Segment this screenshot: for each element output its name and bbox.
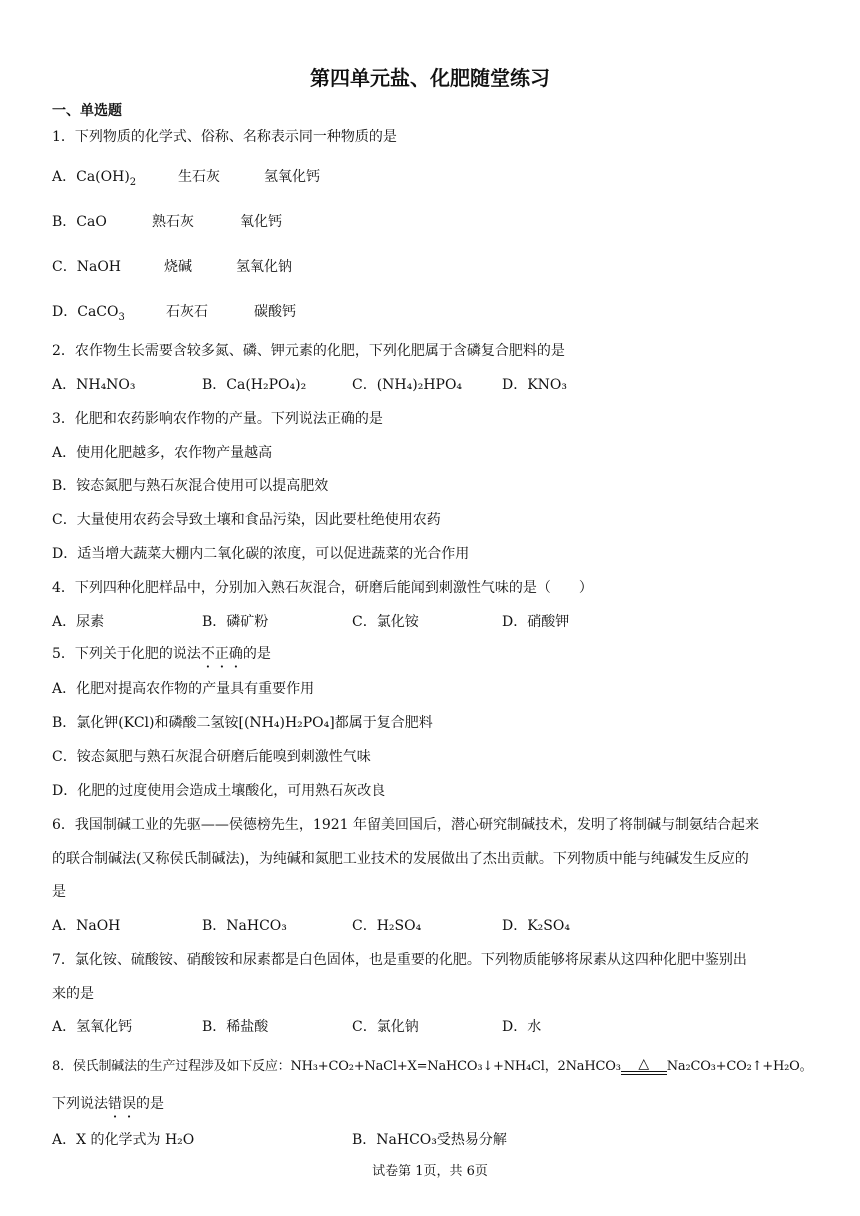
question-6-option-c: C．H₂SO₄ <box>352 918 422 934</box>
question-3-stem: 3．化肥和农药影响农作物的产量。下列说法正确的是 <box>52 411 383 427</box>
question-3-option-c: C．大量使用农药会导致土壤和食品污染，因此要杜绝使用农药 <box>52 512 441 528</box>
formula: NaOH <box>76 259 122 275</box>
question-3-option-b: B．铵态氮肥与熟石灰混合使用可以提高肥效 <box>52 478 329 494</box>
question-5-stem <box>52 645 271 663</box>
reaction-text: 8．侯氏制碱法的生产过程涉及如下反应：NH₃+CO₂+NaCl+X=NaHCO₃↓+NH₄Cl，2NaHCO₃ <box>52 1059 621 1074</box>
chemical-name: 氧化钙 <box>240 214 282 230</box>
question-4-option-d: D．硝酸钾 <box>502 614 570 630</box>
page-title: 第四单元盐、化肥随堂练习 <box>310 66 550 90</box>
emphasis-char: 不 <box>200 646 215 662</box>
question-4-option-c: C．氯化铵 <box>352 614 419 630</box>
question-7-line-1: 7．氯化铵、硫酸铵、硝酸铵和尿素都是白色固体，也是重要的化肥。下列物质能够将尿素从这四种化肥中鉴别出 <box>52 952 747 968</box>
question-1-option-b <box>52 213 352 231</box>
question-3-option-a: A．使用化肥越多，农作物产量越高 <box>52 445 273 461</box>
question-1-option-c <box>52 258 352 276</box>
question-6-option-a: A．NaOH <box>52 918 121 934</box>
question-7-option-c: C．氯化钠 <box>352 1019 419 1035</box>
question-7-option-d: D．水 <box>502 1019 542 1035</box>
question-4-option-b: B．磷矿粉 <box>202 614 269 630</box>
formula-subscript: 3 <box>118 311 125 323</box>
question-1-option-a <box>52 168 320 192</box>
option-letter: A． <box>52 169 77 185</box>
common-name: 石灰石 <box>166 304 208 320</box>
chemical-name: 氢氧化钠 <box>236 259 292 275</box>
emphasis-char: 确 <box>228 646 243 662</box>
question-5-option-d: D．化肥的过度使用会造成土壤酸化，可用熟石灰改良 <box>52 783 386 799</box>
formula-subscript: 2 <box>129 176 137 188</box>
option-letter: D． <box>52 304 78 320</box>
reaction-text: Na₂CO₃+CO₂↑+H₂O。 <box>666 1059 813 1074</box>
chemical-name: 碳酸钙 <box>254 304 296 320</box>
formula: CaCO <box>77 304 119 320</box>
question-7-line-2: 来的是 <box>52 986 94 1002</box>
question-1-stem: 1．下列物质的化学式、俗称、名称表示同一种物质的是 <box>52 129 397 145</box>
question-2-option-d: D．KNO₃ <box>502 377 568 393</box>
question-2-option-b: B．Ca(H₂PO₄)₂ <box>202 377 307 393</box>
stem-text: 的是 <box>136 1096 164 1112</box>
question-3-option-d: D．适当增大蔬菜大棚内二氧化碳的浓度，可以促进蔬菜的光合作用 <box>52 546 470 562</box>
question-6-line-3: 是 <box>52 884 66 900</box>
question-2-option-c: C．(NH₄)₂HPO₄ <box>352 377 463 393</box>
question-5-option-b: B．氯化钾(KCl)和磷酸二氢铵[(NH₄)H₂PO₄]都属于复合肥料 <box>52 715 433 731</box>
emphasis-char: 误 <box>122 1096 136 1112</box>
common-name: 熟石灰 <box>152 214 194 230</box>
question-4-stem: 4．下列四种化肥样品中，分别加入熟石灰混合，研磨后能闻到刺激性气味的是（ ） <box>52 580 593 596</box>
question-8-line-2 <box>52 1095 164 1113</box>
question-8-option-a: A．X 的化学式为 H₂O <box>52 1132 195 1148</box>
stem-text: 下列说法 <box>52 1096 108 1112</box>
question-2-option-a: A．NH₄NO₃ <box>52 377 136 393</box>
question-7-option-a: A．氢氧化钙 <box>52 1019 133 1035</box>
option-letter: B． <box>52 214 77 230</box>
question-6-line-1: 6．我国制碱工业的先驱——侯德榜先生，1921 年留美回国后，潜心研究制碱技术，发明了将制碱与制氨结合起来 <box>52 817 759 833</box>
question-6-line-2: 的联合制碱法(又称侯氏制碱法)，为纯碱和氮肥工业技术的发展做出了杰出贡献。下列物质中能与纯碱发生反应的 <box>52 851 749 867</box>
question-6-option-b: B．NaHCO₃ <box>202 918 287 934</box>
emphasis-char: 正 <box>214 646 229 662</box>
common-name: 烧碱 <box>164 259 192 275</box>
section-heading: 一、单选题 <box>52 103 122 119</box>
option-letter: C． <box>52 259 77 275</box>
stem-text: 的是 <box>242 646 271 662</box>
question-8-option-b: B．NaHCO₃受热易分解 <box>352 1132 507 1148</box>
question-5-option-c: C．铵态氮肥与熟石灰混合研磨后能嗅到刺激性气味 <box>52 749 371 765</box>
question-5-option-a: A．化肥对提高农作物的产量具有重要作用 <box>52 681 315 697</box>
chemical-name: 氢氧化钙 <box>264 169 320 185</box>
question-2-stem: 2．农作物生长需要含较多氮、磷、钾元素的化肥，下列化肥属于含磷复合肥料的是 <box>52 343 565 359</box>
common-name: 生石灰 <box>178 169 220 185</box>
question-8-line-1 <box>52 1055 813 1076</box>
question-4-option-a: A．尿素 <box>52 614 105 630</box>
question-1-option-d <box>52 303 352 327</box>
emphasis-char: 错 <box>108 1096 122 1112</box>
question-7-option-b: B．稀盐酸 <box>202 1019 269 1035</box>
question-6-option-d: D．K₂SO₄ <box>502 918 570 934</box>
stem-text: 5．下列关于化肥的说法 <box>52 646 201 662</box>
page-footer: 试卷第 1页，共 6页 <box>372 1164 488 1179</box>
formula: CaO <box>76 214 107 230</box>
heat-condition-icon: △ <box>621 1059 667 1075</box>
formula: Ca(OH) <box>76 169 130 185</box>
